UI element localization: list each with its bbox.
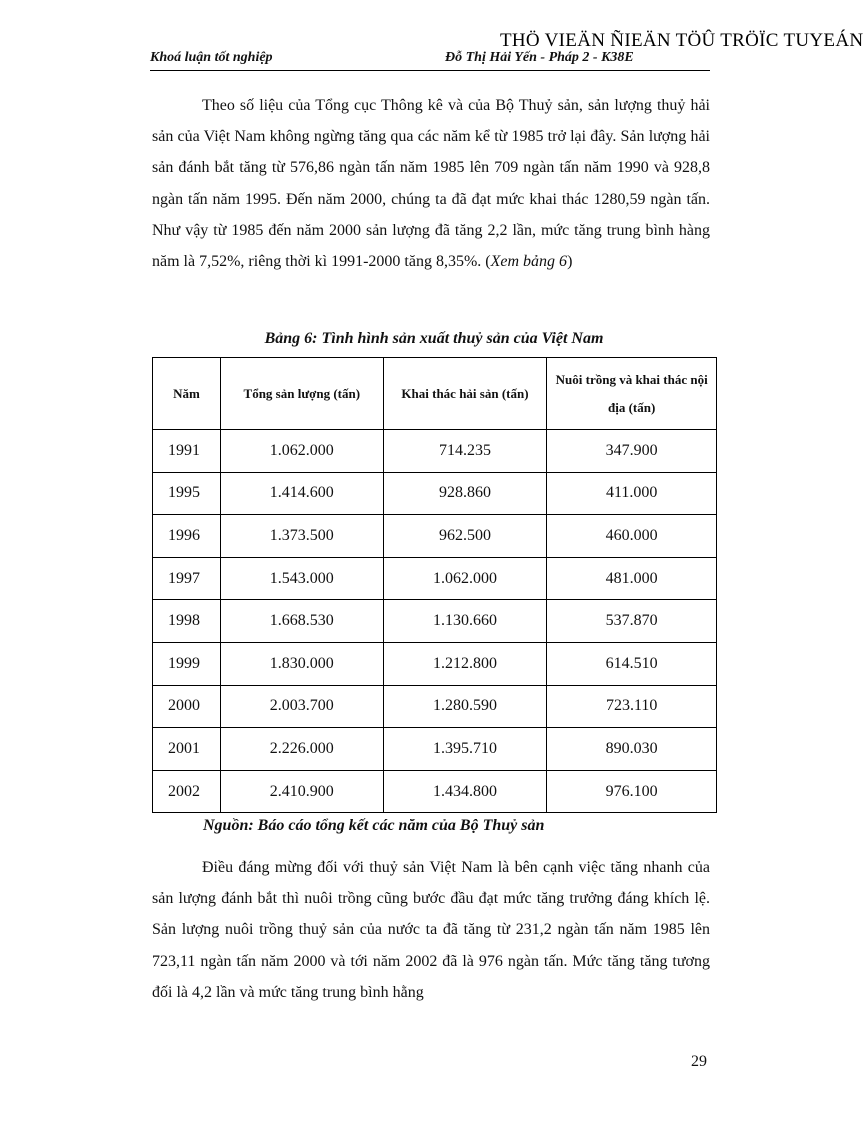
table-row	[153, 472, 717, 515]
cell-aquaculture: 411.000	[547, 472, 717, 515]
fisheries-table	[152, 357, 717, 813]
cell-total: 1.414.600	[220, 472, 383, 515]
library-watermark: THÖ VIEÄN ÑIEÄN TÖÛ TRÖÏC TUYEÁN	[500, 30, 863, 51]
cell-total: 1.668.530	[220, 600, 383, 643]
header-thesis-title: Khoá luận tốt nghiệp	[150, 50, 273, 65]
cell-year: 1998	[153, 600, 221, 643]
cell-marine: 1.212.800	[383, 642, 547, 685]
cell-aquaculture: 723.110	[547, 685, 717, 728]
cell-total: 2.003.700	[220, 685, 383, 728]
table-row	[153, 728, 717, 771]
cell-year: 2002	[153, 770, 221, 813]
cell-total: 1.373.500	[220, 515, 383, 558]
cell-aquaculture: 347.900	[547, 430, 717, 473]
table-row	[153, 557, 717, 600]
table-row	[153, 600, 717, 643]
cell-marine: 962.500	[383, 515, 547, 558]
paragraph-2-text: Điều đáng mừng đối với thuỷ sản Việt Nam là bên cạnh việc tăng nhanh của sản lượng đánh bắt thì nuôi trồng cũng bước đầu đạt mức tăng trưởng đáng khích lệ. Sản lượng nuôi trồng thuỷ sản của nước ta đã tăng từ 231,2 ngàn tấn năm 1985 lên 723,11 ngàn tấn năm 2000 và tới năm 2002 đã là 976 ngàn tấn. Mức tăng tăng tương đối là 4,2 lần và mức tăng trung bình hằng	[152, 859, 710, 1001]
table-row	[153, 770, 717, 813]
cell-marine: 1.130.660	[383, 600, 547, 643]
table-row	[153, 430, 717, 473]
table-reference: Xem bảng 6	[490, 253, 568, 271]
table-row	[153, 685, 717, 728]
cell-year: 1996	[153, 515, 221, 558]
cell-aquaculture: 976.100	[547, 770, 717, 813]
cell-marine: 1.062.000	[383, 557, 547, 600]
cell-aquaculture: 481.000	[547, 557, 717, 600]
cell-year: 1999	[153, 642, 221, 685]
table-caption: Bảng 6: Tình hình sản xuất thuỷ sản của Việt Nam	[264, 330, 604, 347]
cell-year: 1995	[153, 472, 221, 515]
table-row	[153, 515, 717, 558]
cell-aquaculture: 614.510	[547, 642, 717, 685]
cell-total: 2.226.000	[220, 728, 383, 771]
page-number: 29	[691, 1053, 707, 1070]
cell-year: 1997	[153, 557, 221, 600]
cell-total: 2.410.900	[220, 770, 383, 813]
cell-marine: 714.235	[383, 430, 547, 473]
header-rule	[150, 70, 710, 71]
cell-marine: 1.395.710	[383, 728, 547, 771]
column-header-year: Năm	[153, 358, 221, 430]
cell-total: 1.830.000	[220, 642, 383, 685]
table-source: Nguồn: Báo cáo tổng kết các năm của Bộ Thuỷ sản	[203, 817, 545, 834]
cell-marine: 928.860	[383, 472, 547, 515]
paragraph-1	[152, 90, 710, 277]
cell-aquaculture: 460.000	[547, 515, 717, 558]
paragraph-1-end: )	[567, 253, 573, 271]
column-header-total: Tổng sản lượng (tấn)	[220, 358, 383, 430]
column-header-aquaculture: Nuôi trồng và khai thác nội địa (tấn)	[547, 358, 717, 430]
cell-aquaculture: 890.030	[547, 728, 717, 771]
table-row	[153, 642, 717, 685]
cell-total: 1.062.000	[220, 430, 383, 473]
table-header-row	[153, 358, 717, 430]
cell-marine: 1.434.800	[383, 770, 547, 813]
paragraph-1-text: Theo số liệu của Tổng cục Thông kê và của Bộ Thuỷ sản, sản lượng thuỷ hải sản của Việt Nam không ngừng tăng qua các năm kể từ 1985 trở lại đây. Sản lượng hải sản đánh bắt tăng từ 576,86 ngàn tấn năm 1985 lên 709 ngàn tấn năm 1990 và 928,8 ngàn tấn năm 1995. Đến năm 2000, chúng ta đã đạt mức khai thác 1280,59 ngàn tấn. Như vậy từ 1985 đến năm 2000 sản lượng đã tăng 2,2 lần, mức tăng trung bình hàng năm là 7,52%, riêng thời kì 1991-2000 tăng 8,35%. (	[152, 97, 710, 271]
cell-year: 1991	[153, 430, 221, 473]
paragraph-2	[152, 852, 710, 1008]
cell-total: 1.543.000	[220, 557, 383, 600]
cell-year: 2000	[153, 685, 221, 728]
header-author: Đỗ Thị Hải Yến - Pháp 2 - K38E	[445, 50, 634, 65]
column-header-marine-catch: Khai thác hải sản (tấn)	[383, 358, 547, 430]
cell-year: 2001	[153, 728, 221, 771]
cell-marine: 1.280.590	[383, 685, 547, 728]
cell-aquaculture: 537.870	[547, 600, 717, 643]
